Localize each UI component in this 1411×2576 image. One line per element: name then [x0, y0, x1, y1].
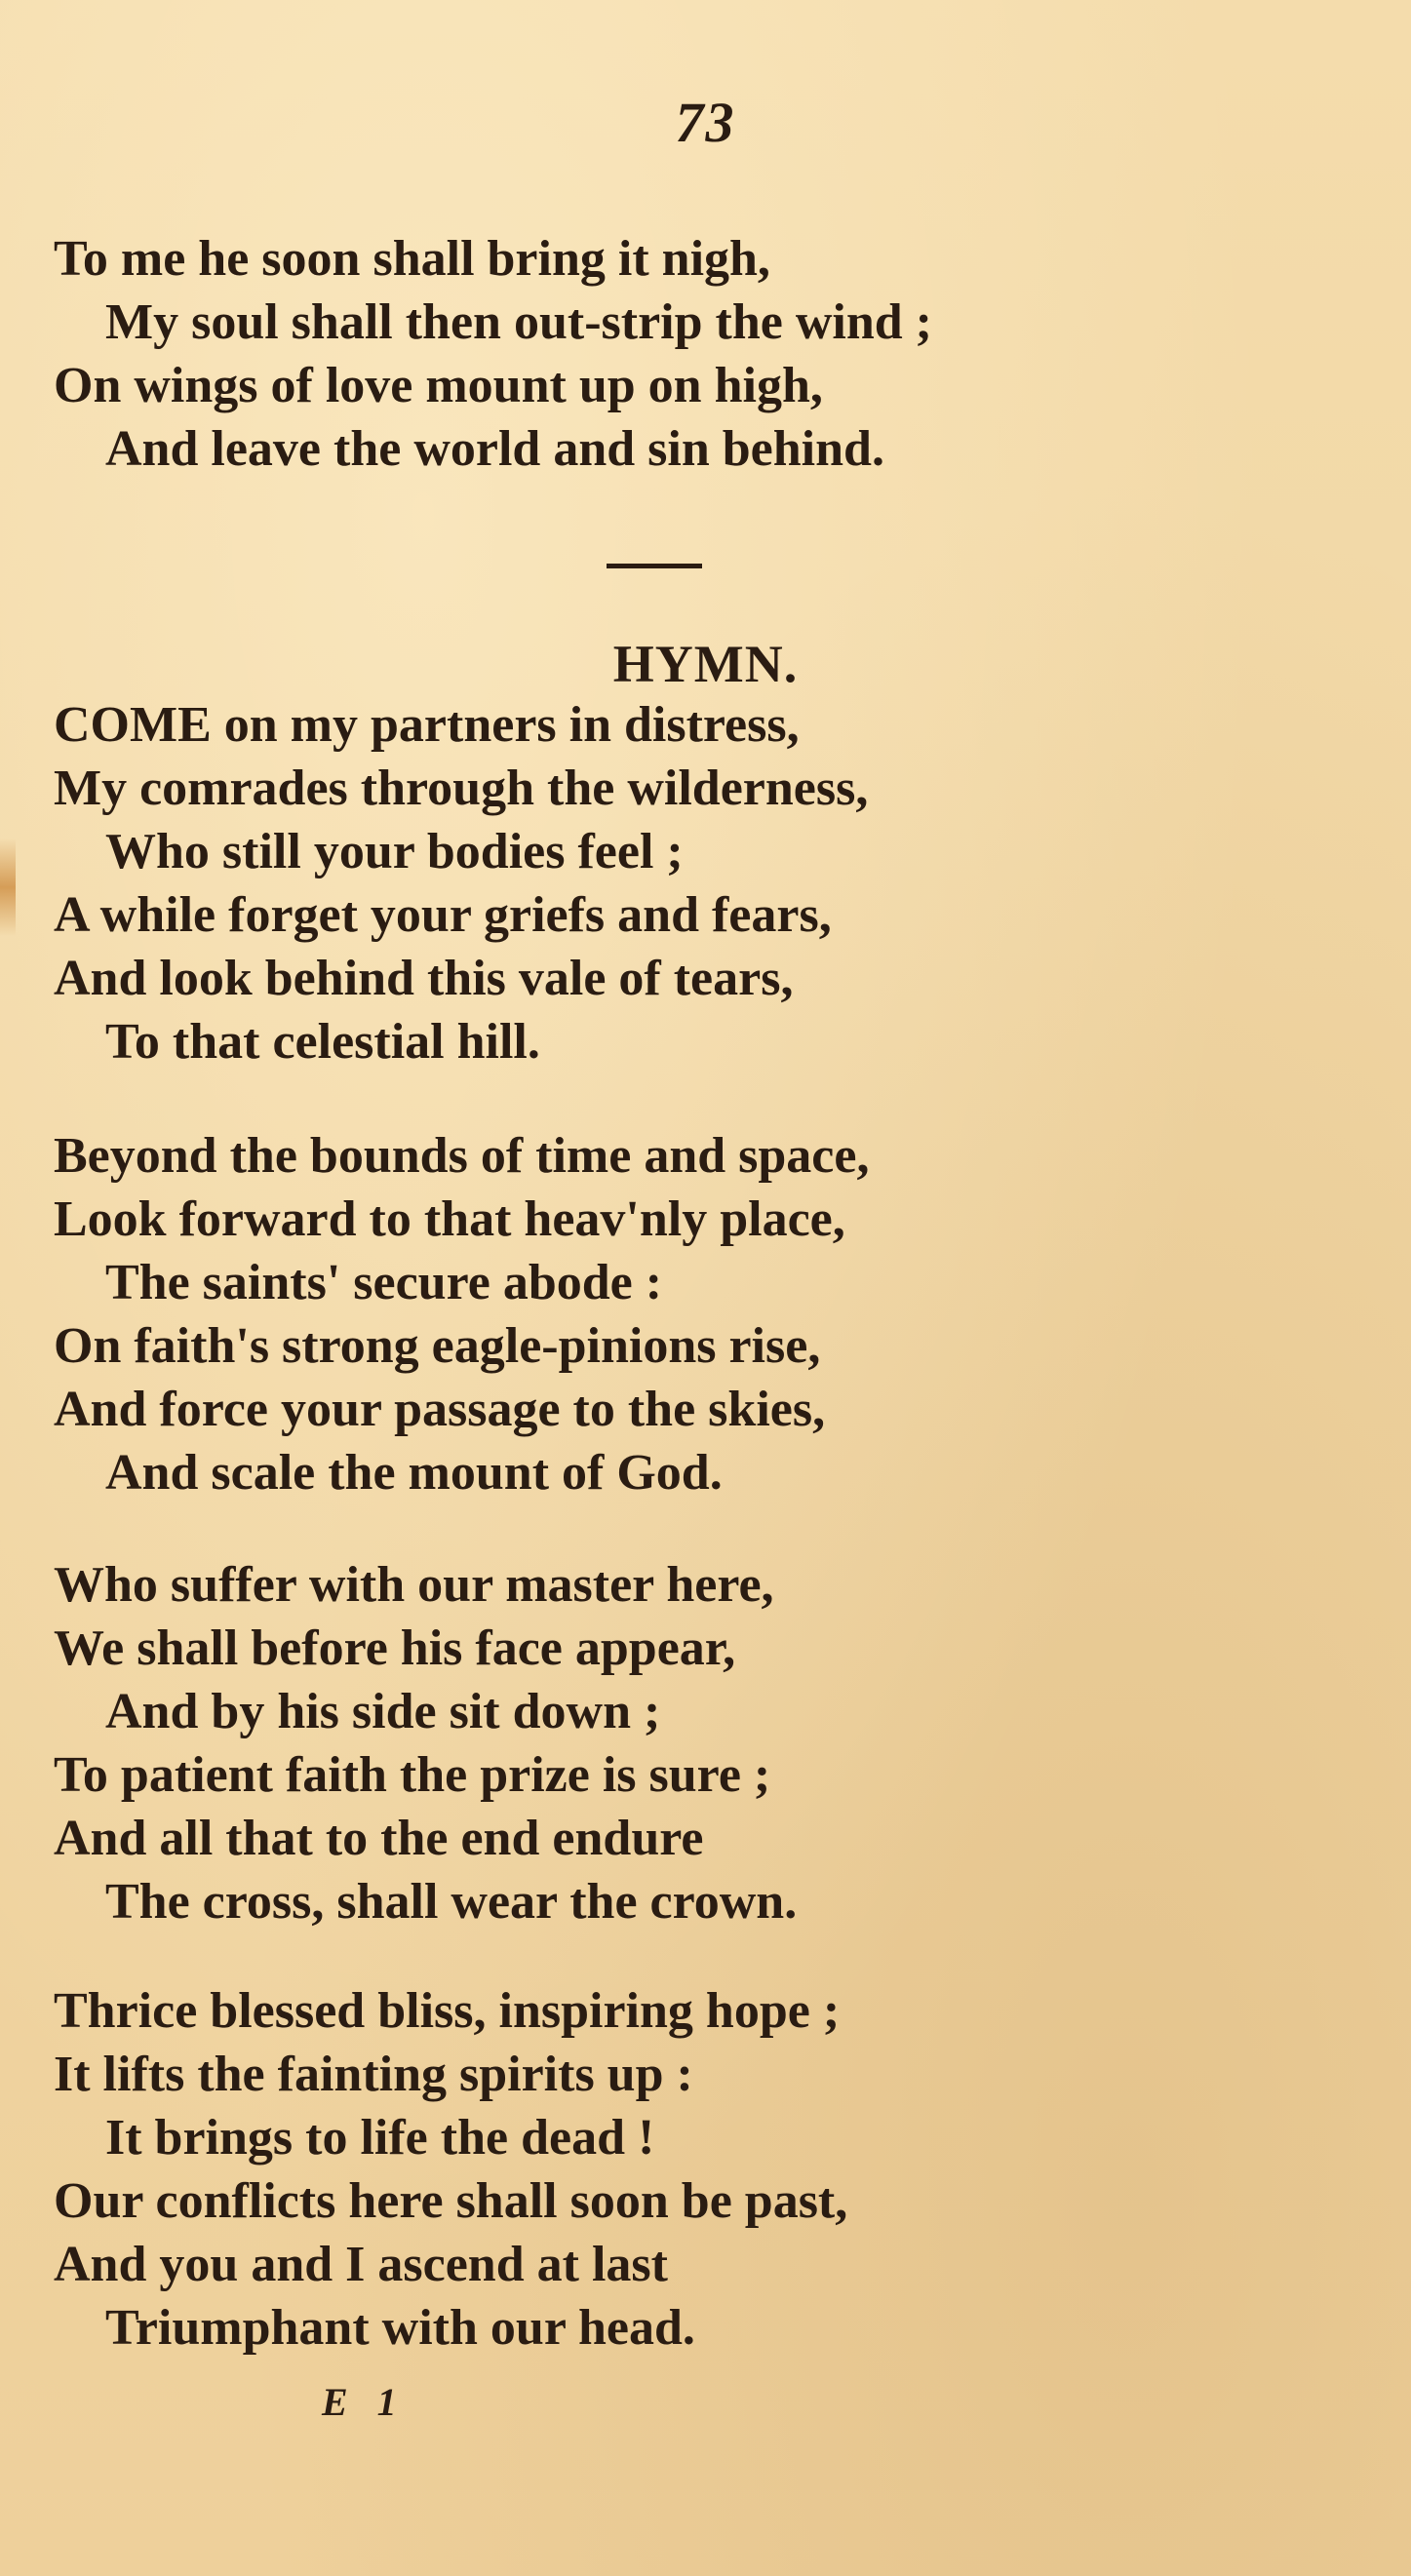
verse-line: Who suffer with our master here, — [54, 1557, 774, 1613]
verse-line: Thrice blessed bliss, inspiring hope ; — [54, 1983, 841, 2039]
page-number: 73 — [675, 91, 736, 154]
verse-line: To that celestial hill. — [105, 1014, 540, 1070]
verse-line: My soul shall then out-strip the wind ; — [105, 294, 932, 350]
hymn-title: HYMN. — [612, 635, 799, 693]
verse-line: We shall before his face appear, — [54, 1620, 736, 1676]
signature-mark: E 1 — [322, 2380, 407, 2424]
verse-line: Who still your bodies feel ; — [105, 824, 684, 879]
verse-line: My comrades through the wilderness, — [54, 761, 869, 816]
verse-line: On wings of love mount up on high, — [54, 358, 823, 413]
ink-smudge — [0, 839, 16, 936]
verse-line: The cross, shall wear the crown. — [105, 1874, 798, 1930]
verse-line: On faith's strong eagle-pinions rise, — [54, 1318, 821, 1374]
verse-line: And all that to the end endure — [54, 1811, 704, 1866]
verse-line: And force your passage to the skies, — [54, 1382, 826, 1437]
verse-line: It lifts the fainting spirits up : — [54, 2047, 693, 2102]
verse-line: And you and I ascend at last — [54, 2237, 668, 2292]
verse-line: The saints' secure abode : — [105, 1255, 663, 1310]
verse-line: And by his side sit down ; — [105, 1684, 661, 1739]
verse-line: To me he soon shall bring it nigh, — [54, 231, 770, 287]
verse-line: And scale the mount of God. — [105, 1445, 723, 1501]
verse-line: A while forget your griefs and fears, — [54, 887, 832, 943]
verse-line: Triumphant with our head. — [105, 2300, 695, 2356]
verse-line: And look behind this vale of tears, — [54, 951, 794, 1006]
verse-line: Look forward to that heav'nly place, — [54, 1191, 845, 1247]
section-divider — [607, 564, 702, 568]
verse-line: Our conflicts here shall soon be past, — [54, 2173, 848, 2229]
verse-line: It brings to life the dead ! — [105, 2110, 655, 2166]
verse-line: Beyond the bounds of time and space, — [54, 1128, 870, 1184]
verse-line: To patient faith the prize is sure ; — [54, 1747, 771, 1803]
verse-line: COME on my partners in distress, — [54, 697, 800, 753]
verse-line: And leave the world and sin behind. — [105, 421, 884, 477]
